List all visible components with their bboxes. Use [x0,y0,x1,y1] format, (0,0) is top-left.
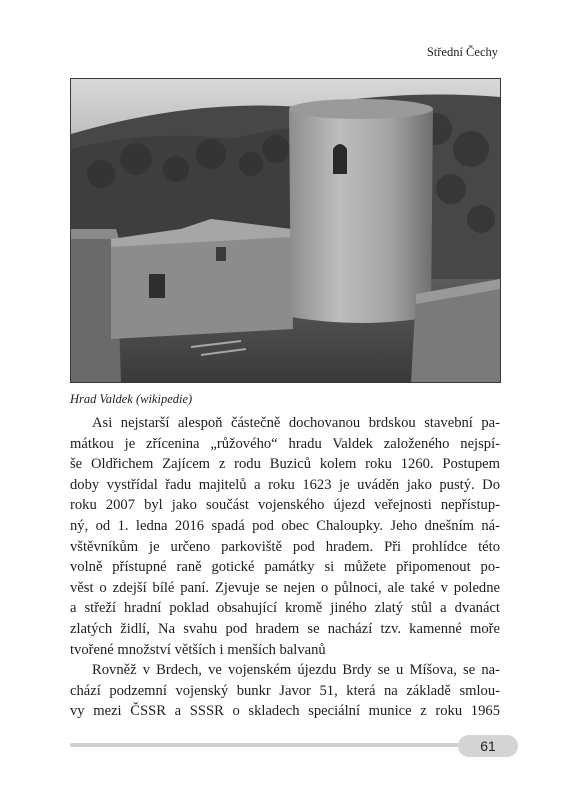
text-line: Asi nejstarší alespoň částečně dochovanou brdskou stavební pa- [92,415,500,431]
text-line: vy mezi ČSSR a SSSR o skladech speciální munice z roku 1965 [70,703,500,720]
castle-photo [70,78,501,383]
text-line: a střeží hradní poklad obsahující kromě jiného zlatý stůl a dvanáct [70,600,500,617]
text-line: chází podzemní vojenský bunkr Javor 51, která na základě smlou- [70,682,500,699]
text-line: roku 2007 byl jako součást vojenského újezd veřejnosti nepřístup- [70,497,500,514]
page-number: 61 [458,735,518,757]
text-line: zlatých židlí, Na svahu pod hradem se nachází tzv. kamenné moře [70,620,500,637]
body-text [70,413,500,722]
running-header: Střední Čechy [426,45,498,59]
footer-rule [70,743,470,747]
text-line: tvořené množství větších i menších balvanů [70,641,326,658]
text-line: ný, od 1. ledna 2016 spadá pod obec Chaloupky. Jeho dnešním ná- [70,517,500,534]
text-line: věst o zdejší bílé paní. Zjevuje se nejen o půlnoci, ale také v poledne [70,579,500,596]
text-line: volně přístupné raně gotické památky si můžete připomenout po- [70,559,500,576]
text-line: vštěvníkům je určeno parkoviště pod hradem. Při prohlídce této [70,538,500,555]
photo-caption: Hrad Valdek (wikipedie) [70,392,193,406]
text-line: doby vystřídal řadu majitelů a roku 1623 je uváděn jako pustý. Do [70,476,500,493]
text-line: mátkou je zřícenina „růžového“ hradu Valdek založeného nejspí- [70,435,500,452]
text-line: Rovněž v Brdech, ve vojenském újezdu Brdy se u Míšova, se na- [92,662,500,679]
text-line: še Oldřichem Zajícem z rodu Buziců kolem roku 1260. Postupem [70,456,500,473]
